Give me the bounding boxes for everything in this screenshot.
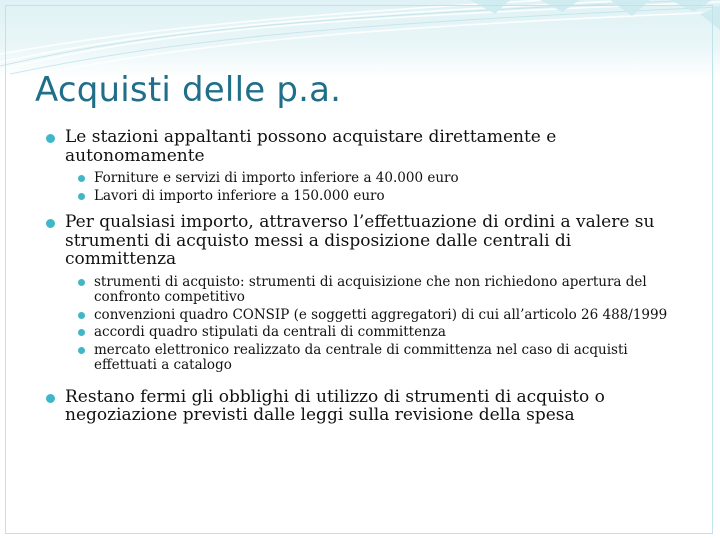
bullet-2-sub-3	[94, 325, 674, 341]
bullet-dot-icon	[46, 134, 55, 143]
bullet-dot-icon	[78, 329, 85, 336]
bullet-dot-icon	[78, 312, 85, 319]
bullet-1-sub-1-text: Forniture e servizi di importo inferiore a 40.000 euro	[94, 170, 459, 186]
bullet-dot-icon	[78, 193, 85, 200]
bullet-dot-icon	[46, 219, 55, 228]
bullet-1-sub-2	[94, 189, 674, 205]
bullet-1-sub-1	[94, 171, 674, 187]
bullet-2-sub-1	[94, 275, 674, 306]
bullet-1	[65, 128, 670, 165]
bullet-2-sub-4-text: mercato elettronico realizzato da centrale di committenza nel caso di acquisti effettuati a catalogo	[94, 341, 628, 373]
bullet-2	[65, 213, 670, 269]
bullet-2-text: Per qualsiasi importo, attraverso l’effettuazione di ordini a valere su strumenti di acquisto messi a disposizione dalle centrali di committenza	[65, 212, 655, 269]
bullet-1-sub-2-text: Lavori di importo inferiore a 150.000 euro	[94, 187, 385, 204]
bullet-3-text: Restano fermi gli obblighi di utilizzo di strumenti di acquisto o negoziazione previsti dalle leggi sulla revisione della spesa	[65, 386, 605, 425]
bullet-1-text: Le stazioni appaltanti possono acquistare direttamente e autonomamente	[65, 127, 557, 166]
slide-title: Acquisti delle p.a.	[35, 70, 342, 110]
bullet-2-sub-4	[94, 343, 674, 374]
bullet-3	[65, 388, 670, 425]
bullet-2-sub-1-text: strumenti di acquisto: strumenti di acquisizione che non richiedono apertura del confronto competitivo	[94, 273, 647, 305]
bullet-2-sub-3-text: accordi quadro stipulati da centrali di committenza	[94, 324, 446, 340]
bullet-2-sub-2-text: convenzioni quadro CONSIP (e soggetti aggregatori) di cui all’articolo 26 488/1999	[94, 306, 668, 323]
bullet-dot-icon	[78, 279, 85, 286]
bullet-dot-icon	[78, 175, 85, 182]
slide-content	[0, 128, 720, 425]
bullet-2-sub-2	[94, 308, 674, 324]
bullet-dot-icon	[46, 394, 55, 403]
bullet-dot-icon	[78, 347, 85, 354]
